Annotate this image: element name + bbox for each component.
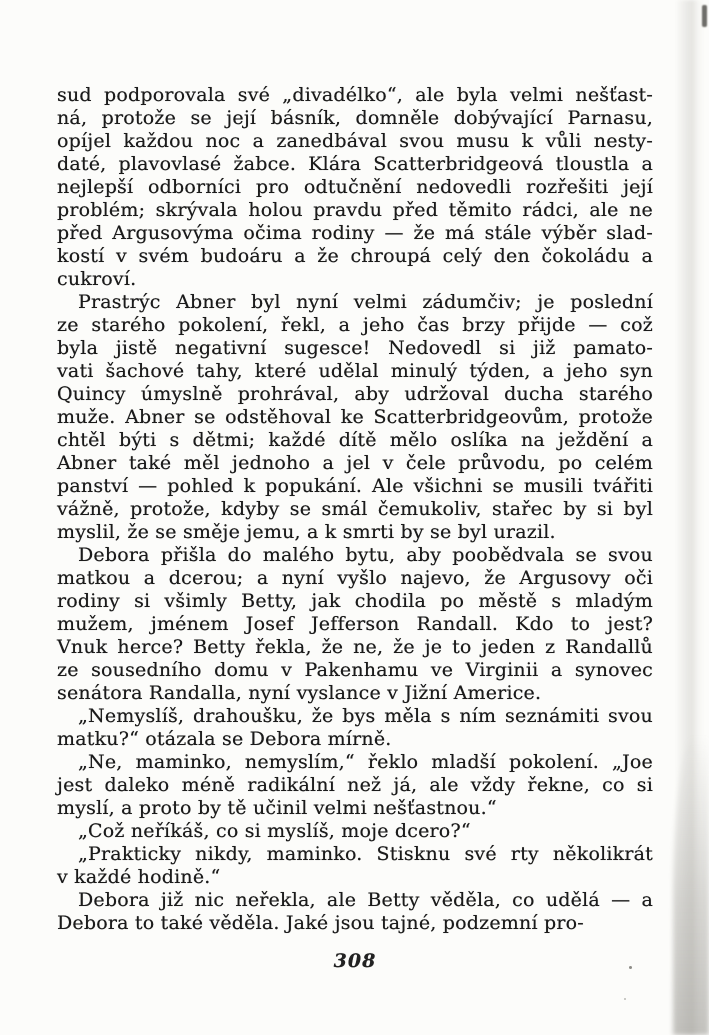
text-line: matkou a dcerou; a nyní vyšlo najevo, že Argusovy oči xyxy=(57,567,653,589)
text-line: v každé hodině.“ xyxy=(57,866,221,888)
page-number: 308 xyxy=(333,950,377,972)
text-line: Debora přišla do malého bytu, aby poobědvala se svou xyxy=(78,544,653,566)
text-block xyxy=(57,84,653,935)
text-line: myslil, že se směje jemu, a k smrti by se byl urazil. xyxy=(57,521,556,543)
text-line: „Což neříkáš, co si myslíš, moje dcero?“ xyxy=(78,820,471,842)
text-line: Debora již nic neřekla, ale Betty věděla, co udělá — a xyxy=(78,889,653,911)
text-line: Vnuk herce? Betty řekla, že ne, že je to jeden z Randallů xyxy=(57,636,653,658)
text-line: panství — pohled k popukání. Ale všichni se musili tvářiti xyxy=(57,475,653,497)
text-line: ze starého pokolení, řekl, a jeho čas brzy přijde — což xyxy=(57,314,653,336)
text-line: vážně, protože, kdyby se smál čemukoliv, stařec by si byl xyxy=(57,498,653,520)
text-line: vati šachové tahy, které udělal minulý týden, a jeho syn xyxy=(57,360,653,382)
text-line: chtěl býti s dětmi; každé dítě mělo oslíka na ježdění a xyxy=(57,429,653,451)
text-line: jest daleko méně radikální než já, ale vždy řekne, co si xyxy=(57,774,653,796)
text-line: muže. Abner se odstěhoval ke Scatterbridgeovům, protože xyxy=(57,406,653,428)
text-line: Debora to také věděla. Jaké jsou tajné, podzemní pro- xyxy=(57,912,584,934)
text-line: matku?“ otázala se Debora mírně. xyxy=(57,728,392,750)
page-edge-notch xyxy=(702,5,707,27)
text-line: ze sousedního domu v Pakenhamu ve Virginii a synovec xyxy=(57,659,653,681)
text-line: problém; skrývala holou pravdu před těmito rádci, ale ne xyxy=(57,199,653,221)
text-line: Abner také měl jednoho a jel v čele průvodu, po celém xyxy=(57,452,653,474)
text-line: cukroví. xyxy=(57,268,137,290)
text-line: ná, protože se její básník, domněle dobývající Parnasu, xyxy=(57,107,653,129)
text-line: sud podporovala své „divadélko“, ale byla velmi nešťast- xyxy=(57,84,653,106)
text-line: rodiny si všimly Betty, jak chodila po městě s mladým xyxy=(57,590,653,612)
text-line: Quincy úmyslně prohrával, aby udržoval ducha starého xyxy=(57,383,653,405)
text-line: byla jistě negativní sugesce! Nedovedl si již pamato- xyxy=(57,337,653,359)
text-line: „Prakticky nikdy, maminko. Stisknu své rty několikrát xyxy=(78,843,653,865)
paper-speck xyxy=(624,998,626,1000)
text-line: myslí, a proto by tě učinil velmi nešťastnou.“ xyxy=(57,797,497,819)
page-edge-shadow-bottom xyxy=(673,735,709,1035)
text-line: mužem, jménem Josef Jefferson Randall. Kdo to jest? xyxy=(57,613,653,635)
text-line: opíjel každou noc a zanedbával svou musu k vůli nesty- xyxy=(57,130,653,152)
paper-speck xyxy=(629,966,632,969)
text-line: nejlepší odborníci pro odtučnění nedovedli rozřešiti její xyxy=(57,176,653,198)
text-line: „Nemyslíš, drahoušku, že bys měla s ním seznámiti svou xyxy=(78,705,653,727)
text-line: Prastrýc Abner byl nyní velmi zádumčiv; je poslední xyxy=(78,291,653,313)
text-line: před Argusovýma očima rodiny — že má stále výběr slad- xyxy=(57,222,653,244)
text-line: kostí v svém budoáru a že chroupá celý den čokoládu a xyxy=(57,245,653,267)
text-line: „Ne, maminko, nemyslím,“ řeklo mladší pokolení. „Joe xyxy=(78,751,653,773)
text-line: daté, plavovlasé žabce. Klára Scatterbridgeová tloustla a xyxy=(57,153,653,175)
text-line: senátora Randalla, nyní vyslance v Jižní Americe. xyxy=(57,682,542,704)
